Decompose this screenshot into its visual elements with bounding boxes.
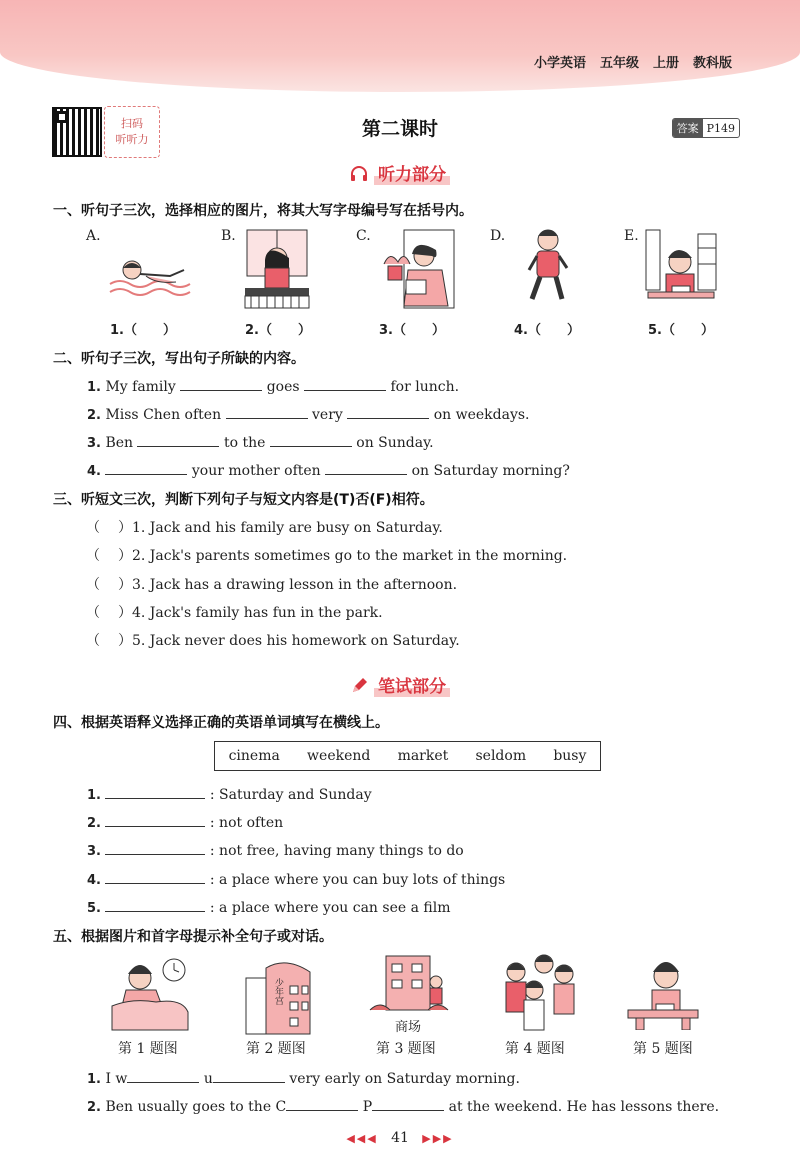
answer-slot-5[interactable]: 5.（ ）: [648, 323, 714, 338]
woman-reading-picture: [378, 228, 458, 310]
picture-caption-4: 第 4 题图: [505, 1041, 565, 1057]
picture-caption-5: 第 5 题图: [633, 1041, 693, 1057]
option-c-label: C.: [356, 228, 371, 244]
true-false-item-4: （ ）4. Jack's family has fun in the park.: [86, 605, 383, 621]
market-picture: [368, 952, 452, 1018]
section-3-title: 三、听短文三次，判断下列句子与短文内容是(T)否(F)相符。: [53, 492, 434, 508]
book-edition: 教科版: [692, 56, 732, 71]
youth-palace-sign: 少年宫: [273, 978, 283, 1005]
listening-part-label: 听力部分: [374, 165, 450, 185]
blank[interactable]: [127, 1068, 199, 1083]
blank[interactable]: [180, 376, 262, 391]
word-bank-item: seldom: [475, 748, 527, 764]
listening-part-banner: [0, 160, 800, 185]
option-a-label: A.: [86, 228, 101, 244]
section-4-title: 四、根据英语释义选择正确的英语单词填写在横线上。: [53, 715, 389, 731]
option-e-label: E.: [624, 228, 639, 244]
book-grade: 五年级: [599, 56, 639, 71]
book-subject: 小学英语: [533, 56, 586, 71]
word-bank: [214, 741, 601, 771]
definition-item-4: 4. : a place where you can buy lots of things: [87, 869, 505, 888]
word-bank-item: weekend: [307, 748, 371, 764]
blank[interactable]: [213, 1068, 285, 1083]
blank[interactable]: [105, 840, 205, 855]
book-volume: 上册: [652, 56, 679, 71]
answer-slot-1[interactable]: 1.（ ）: [110, 323, 176, 338]
definition-item-1: 1. : Saturday and Sunday: [87, 784, 372, 803]
section-1-title: 一、听句子三次，选择相应的图片，将其大写字母编号写在括号内。: [53, 203, 473, 219]
true-false-item-1: （ ）1. Jack and his family are busy on Saturday.: [86, 520, 443, 536]
blank[interactable]: [226, 404, 308, 419]
completion-item-2: 2. Ben usually goes to the C P at the weekend. He has lessons there.: [87, 1096, 719, 1115]
section-5-title: 五、根据图片和首字母提示补全句子或对话。: [53, 929, 333, 945]
definition-item-5: 5. : a place where you can see a film: [87, 897, 450, 916]
page-title: 第二课时: [361, 118, 438, 140]
blank[interactable]: [105, 784, 205, 799]
word-bank-item: market: [397, 748, 449, 764]
blank[interactable]: [347, 404, 429, 419]
dictation-item-4: 4. your mother often on Saturday morning?: [87, 460, 570, 479]
blank[interactable]: [325, 460, 407, 475]
picture-caption-2: 第 2 题图: [246, 1041, 306, 1057]
headphones-icon: [350, 165, 374, 185]
swimming-boy-picture: [106, 238, 192, 308]
market-sign: 商场: [395, 1020, 422, 1035]
answer-slot-3[interactable]: 3.（ ）: [379, 323, 445, 338]
word-bank-item: cinema: [228, 748, 280, 764]
true-false-item-3: （ ）3. Jack has a drawing lesson in the afternoon.: [86, 577, 458, 593]
word-bank-item: busy: [553, 748, 587, 764]
blank[interactable]: [105, 460, 187, 475]
section-2-title: 二、听句子三次，写出句子所缺的内容。: [53, 351, 305, 367]
blank[interactable]: [372, 1096, 444, 1111]
dictation-item-2: 2. Miss Chen often very on weekdays.: [87, 404, 530, 423]
answer-label: 答案: [673, 119, 703, 137]
picture-caption-1: 第 1 题图: [118, 1041, 178, 1057]
answer-page: P149: [706, 121, 735, 135]
definition-item-3: 3. : not free, having many things to do: [87, 840, 464, 859]
page-footer: [0, 1130, 800, 1146]
picture-caption-3: 第 3 题图: [376, 1041, 436, 1057]
page-header-band: [0, 0, 800, 92]
writing-part-label: 笔试部分: [374, 677, 450, 697]
left-arrows-icon: ◀◀◀: [346, 1132, 378, 1145]
blank[interactable]: [304, 376, 386, 391]
blank[interactable]: [286, 1096, 358, 1111]
blank[interactable]: [270, 432, 352, 447]
pencil-icon: [350, 677, 374, 697]
completion-item-1: 1. I w u very early on Saturday morning.: [87, 1068, 520, 1087]
boy-waking-up-picture: [110, 956, 190, 1034]
blank[interactable]: [105, 812, 205, 827]
answer-slot-2[interactable]: 2.（ ）: [245, 323, 311, 338]
scan-line-2: 听听力: [115, 133, 149, 146]
blank[interactable]: [137, 432, 219, 447]
definition-item-2: 2. : not often: [87, 812, 283, 831]
option-b-label: B.: [221, 228, 236, 244]
blank[interactable]: [105, 897, 205, 912]
right-arrows-icon: ▶▶▶: [422, 1132, 454, 1145]
scan-line-1: 扫码: [121, 117, 143, 130]
dictation-item-3: 3. Ben to the on Sunday.: [87, 432, 434, 451]
writing-part-banner: [0, 672, 800, 697]
answer-reference: [672, 118, 740, 138]
blank[interactable]: [105, 869, 205, 884]
true-false-item-2: （ ）2. Jack's parents sometimes go to the market in the morning.: [86, 548, 568, 564]
boy-walking-picture: [522, 226, 572, 306]
page-number: 41: [391, 1130, 409, 1146]
youth-palace-building-picture: [244, 958, 320, 1036]
answer-slot-4[interactable]: 4.（ ）: [514, 323, 580, 338]
group-of-people-picture: [498, 952, 582, 1032]
boy-writing-picture: [626, 956, 700, 1030]
true-false-item-5: （ ）5. Jack never does his homework on Saturday.: [86, 633, 460, 649]
dictation-item-1: 1. My family goes for lunch.: [87, 376, 459, 395]
girl-playing-piano-picture: [243, 228, 311, 310]
book-info: [534, 52, 732, 71]
option-d-label: D.: [490, 228, 506, 244]
boy-doing-homework-picture: [644, 228, 718, 308]
